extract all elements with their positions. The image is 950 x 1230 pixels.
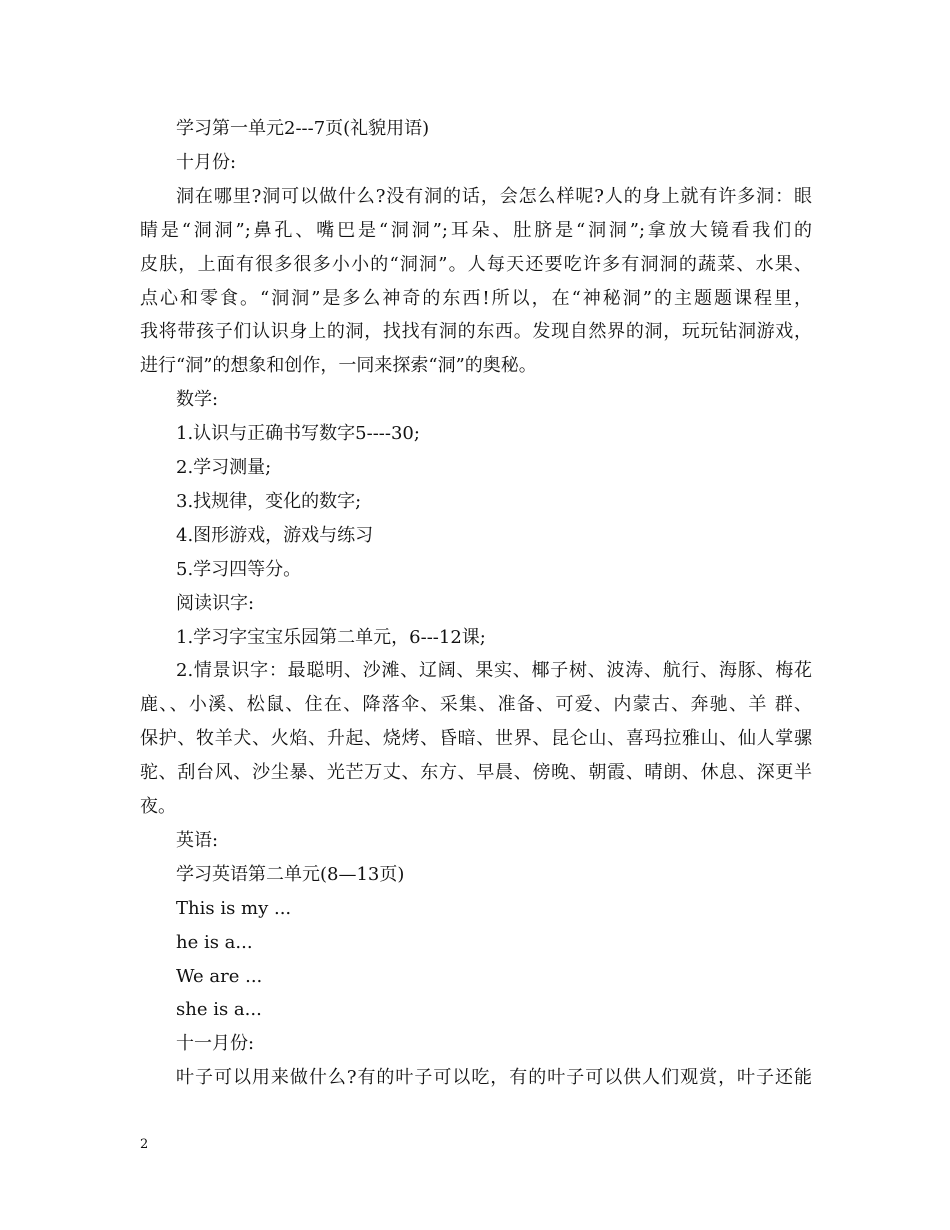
text-line: 鹿、、小溪、松鼠、住在、降落伞、采集、准备、可爱、内蒙古、奔驰、羊 群、 <box>140 694 812 715</box>
text-line: 睛是“洞洞”;鼻孔、嘴巴是“洞洞”;耳朵、肚脐是“洞洞”;拿放大镜看我们的 <box>140 220 812 241</box>
text-line: 点心和零食。“洞洞”是多么神奇的东西!所以，在“神秘洞”的主题题课程里， <box>140 288 812 309</box>
text-line: 阅读识字: <box>176 593 255 614</box>
text-line: 2.情景识字：最聪明、沙滩、辽阔、果实、椰子树、波涛、航行、海豚、梅花 <box>176 660 812 681</box>
text-line: 进行“洞”的想象和创作，一同来探索“洞”的奥秘。 <box>140 355 537 376</box>
text-line: We are ... <box>176 966 263 987</box>
text-line: 十月份: <box>176 152 237 173</box>
text-line: This is my ... <box>176 898 292 919</box>
text-line: 我将带孩子们认识身上的洞，找找有洞的东西。发现自然界的洞，玩玩钻洞游戏， <box>140 321 812 342</box>
text-line: 2.学习测量; <box>176 457 272 478</box>
text-line: 夜。 <box>140 796 176 817</box>
text-line: 数学: <box>176 389 219 410</box>
text-line: 学习英语第二单元(8—13页) <box>176 864 405 885</box>
text-line: he is a... <box>176 932 253 953</box>
text-line: 1.认识与正确书写数字5----30; <box>176 423 420 444</box>
text-line: 保护、牧羊犬、火焰、升起、烧烤、昏暗、世界、昆仑山、喜玛拉雅山、仙人掌骡 <box>140 728 812 749</box>
text-line: 学习第一单元2---7页(礼貌用语) <box>176 118 430 139</box>
text-line: 叶子可以用来做什么?有的叶子可以吃，有的叶子可以供人们观赏，叶子还能 <box>176 1067 812 1088</box>
text-line: 1.学习字宝宝乐园第二单元，6---12课; <box>176 627 486 648</box>
text-line: 3.找规律，变化的数字; <box>176 491 362 512</box>
text-line: 皮肤，上面有很多很多小小的“洞洞”。人每天还要吃许多有洞洞的蔬菜、水果、 <box>140 254 812 275</box>
text-line: 5.学习四等分。 <box>176 559 302 580</box>
text-line: 洞在哪里?洞可以做什么?没有洞的话，会怎么样呢?人的身上就有许多洞：眼 <box>176 186 812 207</box>
text-line: 驼、刮台风、沙尘暴、光芒万丈、东方、早晨、傍晚、朝霞、晴朗、休息、深更半 <box>140 762 812 783</box>
text-line: she is a... <box>176 999 262 1020</box>
page-number: 2 <box>140 1137 149 1152</box>
text-line: 4.图形游戏，游戏与练习 <box>176 525 374 546</box>
text-line: 十一月份: <box>176 1033 255 1054</box>
text-line: 英语: <box>176 830 219 851</box>
